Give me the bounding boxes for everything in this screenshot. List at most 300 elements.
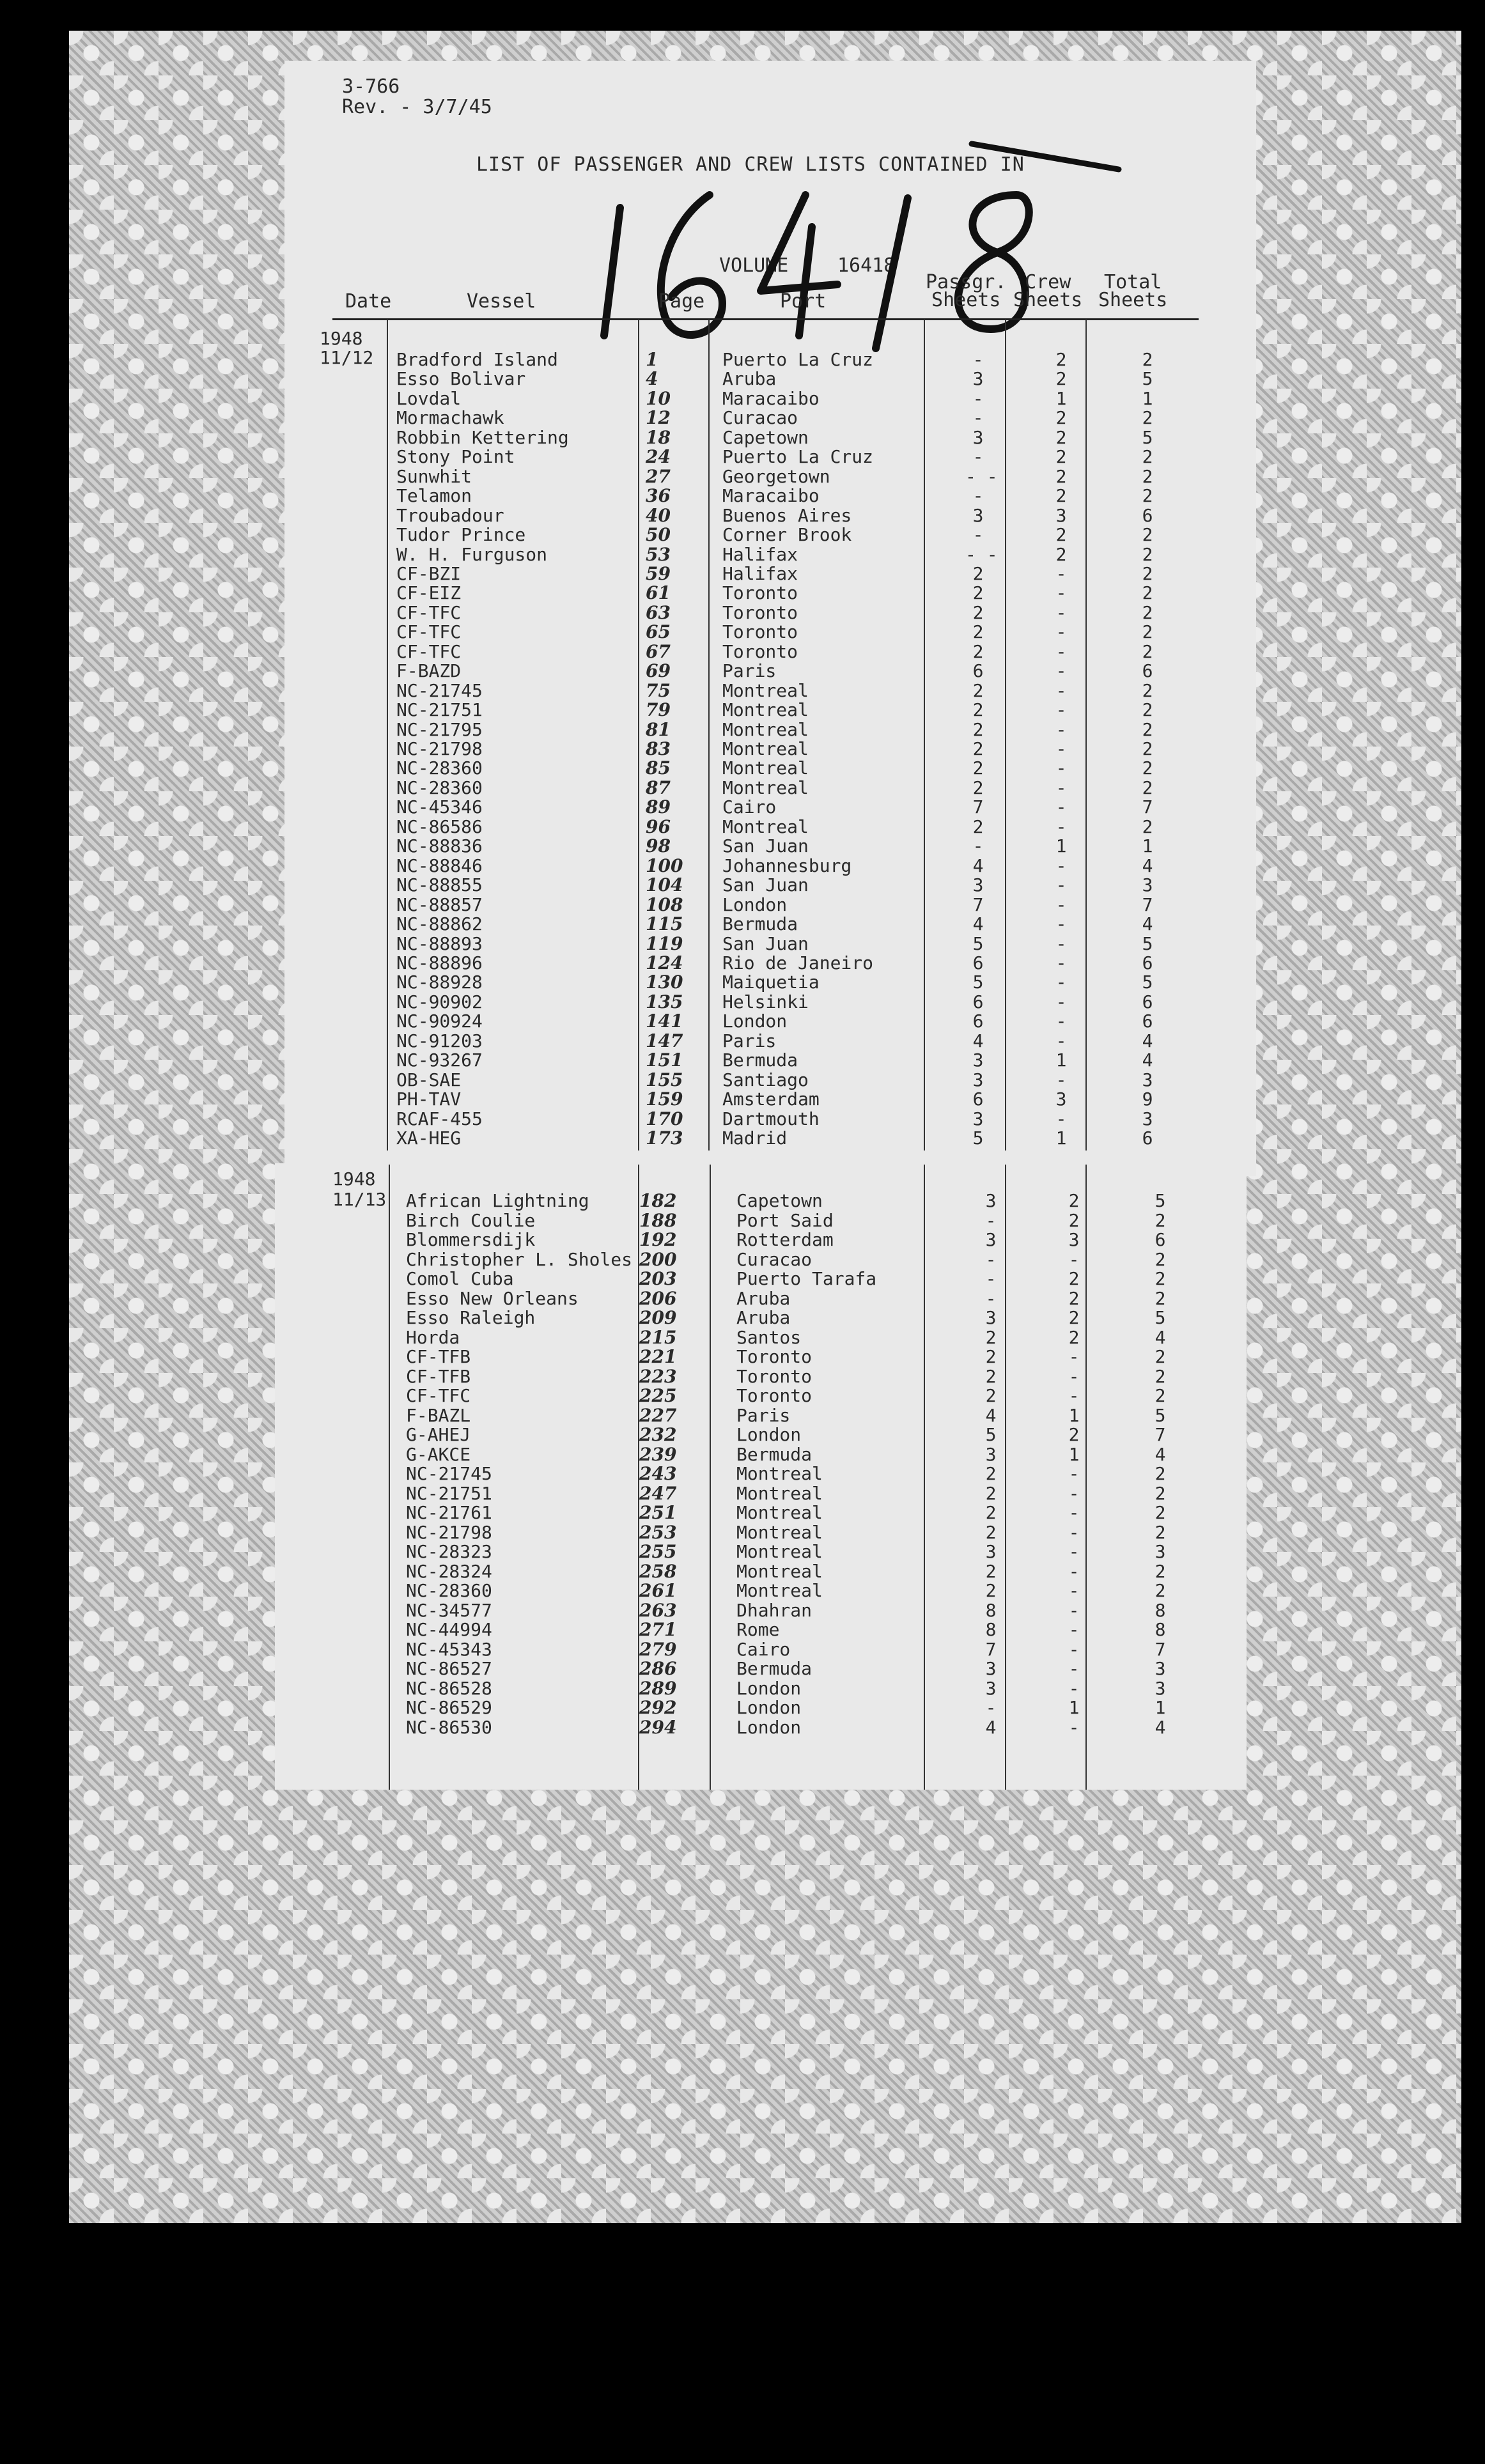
port-name: San Juan [722, 835, 809, 857]
passenger-sheets: 6 [972, 991, 984, 1012]
vessel-name: NC-21745 [396, 679, 483, 701]
page-number: 294 [639, 1716, 677, 1738]
ledger-row [0, 740, 1485, 759]
port-name: Montreal [736, 1580, 823, 1601]
column-header-crew-sheets [1013, 271, 1083, 311]
total-sheets: 5 [1155, 1190, 1166, 1211]
crew-sheets: - [1055, 972, 1067, 993]
volume-label: VOLUME [719, 254, 789, 277]
crew-sheets: - [1055, 1069, 1067, 1090]
passenger-sheets: 4 [972, 1030, 984, 1051]
crew-sheets: - [1055, 660, 1067, 682]
passenger-sheets: 2 [985, 1463, 997, 1484]
vessel-name: NC-86529 [406, 1697, 492, 1718]
ledger-row [0, 1542, 1485, 1561]
ledger-row [0, 681, 1485, 701]
crew-sheets: - [1068, 1365, 1080, 1387]
port-name: Montreal [736, 1541, 823, 1562]
vessel-name: NC-21761 [406, 1502, 492, 1523]
page-number: 209 [639, 1307, 677, 1328]
vessel-name: NC-86530 [406, 1716, 492, 1738]
ledger-row [0, 1032, 1485, 1051]
total-sheets: 7 [1155, 1424, 1166, 1445]
ledger-row [0, 662, 1485, 681]
ledger-row [0, 1445, 1485, 1464]
port-name: Montreal [736, 1463, 823, 1484]
vessel-name: NC-28323 [406, 1541, 492, 1562]
page-number: 263 [639, 1599, 677, 1621]
passenger-sheets: - [985, 1268, 997, 1289]
port-name: London [736, 1424, 802, 1445]
crew-sheets: - [1055, 718, 1067, 740]
ledger-row [0, 856, 1485, 876]
page-number: 98 [646, 835, 671, 857]
passenger-sheets: 2 [972, 640, 984, 662]
port-name: Helsinki [722, 991, 809, 1012]
vessel-name: G-AKCE [406, 1443, 471, 1465]
vessel-name: NC-21751 [406, 1482, 492, 1504]
crew-sheets: - [1055, 562, 1067, 584]
passenger-sheets: 3 [985, 1229, 997, 1250]
ledger-row [0, 545, 1485, 564]
header-rule [332, 318, 1199, 320]
page-number: 96 [646, 816, 671, 837]
ledger-row [0, 934, 1485, 954]
page-number: 182 [639, 1190, 677, 1211]
passenger-sheets: 8 [985, 1599, 997, 1621]
port-name: Rotterdam [736, 1229, 834, 1250]
page-number: 81 [646, 718, 671, 740]
crew-sheets: - [1068, 1619, 1080, 1640]
ledger-row [0, 779, 1485, 798]
page-number: 232 [639, 1424, 677, 1445]
vessel-name: NC-88836 [396, 835, 483, 857]
total-sheets: 3 [1155, 1541, 1166, 1562]
passenger-sheets: - [985, 1287, 997, 1309]
crew-sheets: - [1068, 1716, 1080, 1738]
port-name: Aruba [722, 368, 777, 390]
crew-sheets: - [1055, 1030, 1067, 1051]
ledger-row [0, 1425, 1485, 1445]
passenger-sheets: - [972, 349, 984, 370]
total-sheets: 2 [1142, 465, 1153, 487]
total-sheets: 6 [1142, 504, 1153, 526]
ledger-row [0, 486, 1485, 506]
vessel-name: W. H. Furguson [396, 543, 548, 565]
page-number: 159 [646, 1089, 683, 1110]
crew-sheets: 2 [1068, 1307, 1080, 1328]
ledger-row [0, 876, 1485, 895]
port-name: Toronto [722, 640, 798, 662]
page-number: 286 [639, 1658, 677, 1679]
total-sheets: 2 [1142, 757, 1153, 779]
total-sheets: 2 [1142, 485, 1153, 507]
vessel-name: NC-34577 [406, 1599, 492, 1621]
total-sheets: 2 [1155, 1248, 1166, 1270]
crew-sheets: 2 [1055, 407, 1067, 429]
total-sheets: 2 [1155, 1287, 1166, 1309]
page-number: 261 [639, 1580, 677, 1601]
vessel-name: CF-TFC [406, 1385, 471, 1406]
total-sheets: 2 [1142, 562, 1153, 584]
passenger-sheets: 6 [972, 660, 984, 682]
crew-sheets: - [1055, 1108, 1067, 1129]
crew-sheets: 1 [1055, 835, 1067, 857]
page-number: 130 [646, 972, 683, 993]
total-sheets: 2 [1142, 777, 1153, 798]
port-name: Montreal [736, 1502, 823, 1523]
passenger-sheets: 5 [985, 1424, 997, 1445]
port-name: Madrid [722, 1127, 788, 1149]
passenger-sheets: - [972, 387, 984, 409]
crew-sheets: - [1055, 894, 1067, 915]
page-number: 83 [646, 738, 671, 759]
passenger-sheets: 2 [972, 757, 984, 779]
total-sheets: 2 [1142, 582, 1153, 604]
vessel-name: PH-TAV [396, 1089, 462, 1110]
total-sheets: 4 [1155, 1716, 1166, 1738]
total-sheets: 2 [1142, 679, 1153, 701]
ledger-row [0, 1230, 1485, 1250]
port-name: Georgetown [722, 465, 830, 487]
port-name: Toronto [722, 621, 798, 643]
ledger-row [0, 1110, 1485, 1129]
total-sheets: 5 [1142, 933, 1153, 954]
port-name: Curacao [736, 1248, 812, 1270]
passenger-header-line2: Sheets [931, 289, 1001, 311]
crew-sheets: - [1068, 1658, 1080, 1679]
crew-sheets: 2 [1068, 1268, 1080, 1289]
total-sheets: 8 [1155, 1599, 1166, 1621]
ledger-row [0, 1464, 1485, 1484]
crew-sheets: - [1055, 640, 1067, 662]
total-sheets: 3 [1155, 1677, 1166, 1699]
port-name: Halifax [722, 543, 798, 565]
passenger-sheets: 2 [985, 1365, 997, 1387]
total-sheets: 2 [1155, 1560, 1166, 1582]
ledger-row [0, 973, 1485, 992]
port-name: Curacao [722, 407, 798, 429]
page-number: 227 [639, 1404, 677, 1426]
passenger-sheets: - - [965, 465, 998, 487]
vessel-name: CF-EIZ [396, 582, 462, 604]
total-sheets: 3 [1142, 1108, 1153, 1129]
page-number: 223 [639, 1365, 677, 1387]
crew-sheets: - [1055, 874, 1067, 896]
total-sheets: 4 [1142, 855, 1153, 876]
vessel-name: NC-86527 [406, 1658, 492, 1679]
page-number: 18 [646, 426, 671, 448]
total-sheets: 2 [1155, 1502, 1166, 1523]
vessel-name: NC-88862 [396, 913, 483, 935]
ledger-row [0, 1718, 1485, 1737]
ledger-row [0, 1071, 1485, 1090]
port-name: Toronto [722, 601, 798, 623]
vessel-name: OB-SAE [396, 1069, 462, 1090]
passenger-sheets: 2 [972, 816, 984, 837]
passenger-sheets: 3 [972, 368, 984, 390]
ledger-row [0, 1191, 1485, 1211]
vessel-name: CF-TFB [406, 1346, 471, 1367]
port-name: Puerto La Cruz [722, 349, 874, 370]
vessel-name: CF-BZI [396, 562, 462, 584]
page-number: 188 [639, 1209, 677, 1231]
vessel-name: NC-21745 [406, 1463, 492, 1484]
crew-sheets: - [1068, 1248, 1080, 1270]
page-number: 108 [646, 894, 683, 915]
total-sheets: 3 [1142, 874, 1153, 896]
passenger-sheets: 2 [985, 1346, 997, 1367]
crew-sheets: - [1055, 1011, 1067, 1032]
crew-sheets: 2 [1055, 485, 1067, 507]
page-number: 12 [646, 407, 671, 429]
ledger-row [0, 915, 1485, 934]
page-number: 225 [639, 1385, 677, 1406]
crew-sheets: 1 [1055, 1050, 1067, 1071]
passenger-sheets: 6 [972, 952, 984, 973]
port-name: Toronto [736, 1346, 812, 1367]
vessel-name: NC-88857 [396, 894, 483, 915]
crew-sheets: 1 [1068, 1697, 1080, 1718]
crew-sheets: - [1068, 1560, 1080, 1582]
page-number: 67 [646, 640, 671, 662]
page-number: 255 [639, 1541, 677, 1562]
passenger-sheets: 3 [985, 1190, 997, 1211]
passenger-sheets: 5 [972, 972, 984, 993]
passenger-sheets: - [972, 446, 984, 468]
passenger-sheets: 2 [972, 562, 984, 584]
passenger-sheets: 3 [985, 1658, 997, 1679]
ledger-row [0, 720, 1485, 740]
crew-sheets: 1 [1055, 387, 1067, 409]
page-number: 200 [639, 1248, 677, 1270]
page-number: 59 [646, 562, 671, 584]
passenger-sheets: 8 [985, 1619, 997, 1640]
crew-sheets: 3 [1055, 1089, 1067, 1110]
ledger-row [0, 467, 1485, 486]
column-header-total-sheets [1098, 271, 1168, 311]
port-name: Montreal [722, 699, 809, 721]
column-header-date: Date [345, 290, 392, 313]
crew-sheets: - [1055, 796, 1067, 818]
total-sheets: 5 [1142, 426, 1153, 448]
passenger-sheets: - [985, 1248, 997, 1270]
vessel-name: Tudor Prince [396, 524, 526, 546]
total-sheets: 5 [1142, 972, 1153, 993]
total-sheets: 7 [1155, 1638, 1166, 1660]
ledger-row [0, 1698, 1485, 1717]
section-year [0, 1170, 1485, 1189]
total-sheets: 2 [1142, 524, 1153, 546]
ledger-row [0, 584, 1485, 603]
page-number: 119 [646, 933, 683, 954]
total-sheets: 4 [1142, 1030, 1153, 1051]
total-sheets: 6 [1142, 660, 1153, 682]
port-name: San Juan [722, 874, 809, 896]
total-sheets: 2 [1142, 446, 1153, 468]
total-sheets: 6 [1142, 952, 1153, 973]
vessel-name: Sunwhit [396, 465, 472, 487]
total-sheets: 2 [1155, 1580, 1166, 1601]
total-sheets: 2 [1155, 1463, 1166, 1484]
ledger-row [0, 759, 1485, 778]
vessel-name: NC-90902 [396, 991, 483, 1012]
column-header-passenger-sheets [926, 271, 1007, 311]
ledger-row [0, 603, 1485, 623]
ledger-row [0, 564, 1485, 584]
total-sheets: 3 [1142, 1069, 1153, 1090]
ledger-row [0, 1012, 1485, 1031]
port-name: Montreal [722, 738, 809, 759]
passenger-sheets: 7 [985, 1638, 997, 1660]
passenger-sheets: 3 [985, 1307, 997, 1328]
ledger-row [0, 642, 1485, 662]
ledger-row [0, 1347, 1485, 1367]
page-number: 87 [646, 777, 671, 798]
passenger-sheets: 3 [985, 1677, 997, 1699]
column-header-page: Page [658, 290, 705, 313]
total-sheets: 4 [1155, 1443, 1166, 1465]
vessel-name: Stony Point [396, 446, 515, 468]
page-number: 141 [646, 1011, 683, 1032]
passenger-sheets: 2 [985, 1482, 997, 1504]
page-number: 253 [639, 1521, 677, 1543]
vessel-name: NC-21798 [396, 738, 483, 759]
vessel-name: Esso Bolivar [396, 368, 526, 390]
year-label: 1948 [320, 328, 363, 349]
passenger-sheets: 7 [972, 894, 984, 915]
crew-sheets: - [1055, 952, 1067, 973]
vessel-name: Lovdal [396, 387, 462, 409]
ledger-row [0, 954, 1485, 973]
crew-sheets: 2 [1068, 1287, 1080, 1309]
total-sheets: 2 [1142, 640, 1153, 662]
port-name: Montreal [722, 816, 809, 837]
total-sheets: 5 [1142, 368, 1153, 390]
total-sheets: 2 [1142, 349, 1153, 370]
vessel-name: NC-91203 [396, 1030, 483, 1051]
page-number: 53 [646, 543, 671, 565]
crew-sheets: 1 [1068, 1404, 1080, 1426]
ledger-row [0, 1367, 1485, 1386]
ledger-row [0, 1620, 1485, 1639]
passenger-sheets: 5 [972, 933, 984, 954]
column-header-vessel: Vessel [467, 290, 536, 313]
crew-sheets: - [1068, 1502, 1080, 1523]
passenger-sheets: 6 [972, 1011, 984, 1032]
crew-sheets: 2 [1068, 1326, 1080, 1348]
crew-sheets: 2 [1068, 1190, 1080, 1211]
passenger-sheets: 3 [972, 504, 984, 526]
crew-sheets: 3 [1068, 1229, 1080, 1250]
passenger-sheets: 3 [972, 874, 984, 896]
passenger-sheets: - [972, 407, 984, 429]
total-sheets: 4 [1142, 1050, 1153, 1071]
crew-sheets: 2 [1055, 543, 1067, 565]
passenger-sheets: 2 [972, 679, 984, 701]
column-header-port: Port [780, 290, 827, 313]
total-sheets: 2 [1142, 699, 1153, 721]
page-number: 50 [646, 524, 671, 546]
ledger-row [0, 525, 1485, 545]
port-name: Santos [736, 1326, 802, 1348]
page-number: 61 [646, 582, 671, 604]
port-name: Buenos Aires [722, 504, 852, 526]
vessel-name: NC-86586 [396, 816, 483, 837]
crew-sheets: - [1055, 699, 1067, 721]
crew-sheets: 3 [1055, 504, 1067, 526]
port-name: Toronto [722, 582, 798, 604]
vessel-name: XA-HEG [396, 1127, 462, 1149]
crew-sheets: - [1055, 777, 1067, 798]
ledger-row [0, 1090, 1485, 1109]
vessel-name: F-BAZL [406, 1404, 471, 1426]
ledger-row [0, 1269, 1485, 1289]
page-number: 69 [646, 660, 671, 682]
vessel-name: NC-21751 [396, 699, 483, 721]
total-sheets: 4 [1155, 1326, 1166, 1348]
passenger-sheets: 4 [985, 1716, 997, 1738]
ledger-row [0, 1386, 1485, 1406]
total-sheets: 2 [1142, 621, 1153, 643]
port-name: Bermuda [722, 1050, 798, 1071]
crew-sheets: 2 [1055, 349, 1067, 370]
port-name: Montreal [722, 718, 809, 740]
total-sheets: 2 [1142, 543, 1153, 565]
port-name: Paris [722, 660, 777, 682]
page-number: 100 [646, 855, 683, 876]
port-name: Montreal [736, 1560, 823, 1582]
total-sheets: 2 [1142, 738, 1153, 759]
passenger-sheets: 3 [972, 1108, 984, 1129]
port-name: Puerto La Cruz [722, 446, 874, 468]
passenger-sheets: 2 [985, 1560, 997, 1582]
ledger-row [0, 408, 1485, 428]
port-name: Maracaibo [722, 485, 820, 507]
port-name: Corner Brook [722, 524, 852, 546]
port-name: Johannesburg [722, 855, 852, 876]
page-number: 243 [639, 1463, 677, 1484]
vessel-name: NC-45346 [396, 796, 483, 818]
port-name: Capetown [736, 1190, 823, 1211]
crew-sheets: - [1055, 679, 1067, 701]
page-number: 206 [639, 1287, 677, 1309]
ledger-row [0, 1562, 1485, 1581]
page-number: 124 [646, 952, 683, 973]
ledger-row [0, 837, 1485, 856]
port-name: Amsterdam [722, 1089, 820, 1110]
crew-sheets: 1 [1068, 1443, 1080, 1465]
ledger-row [0, 1679, 1485, 1698]
form-revision: Rev. - 3/7/45 [342, 96, 492, 118]
vessel-name: NC-28360 [396, 777, 483, 798]
ledger-row [0, 701, 1485, 720]
port-name: Cairo [736, 1638, 791, 1660]
port-name: London [736, 1716, 802, 1738]
port-name: London [736, 1697, 802, 1718]
passenger-sheets: 6 [972, 1089, 984, 1110]
passenger-sheets: - [972, 485, 984, 507]
vessel-name: Telamon [396, 485, 472, 507]
page-number: 221 [639, 1346, 677, 1367]
page-number: 10 [646, 387, 671, 409]
page-number: 247 [639, 1482, 677, 1504]
vessel-name: NC-88855 [396, 874, 483, 896]
page-number: 279 [639, 1638, 677, 1660]
passenger-sheets: 2 [972, 699, 984, 721]
vessel-name: NC-28360 [396, 757, 483, 779]
vessel-name: Bradford Island [396, 349, 558, 370]
